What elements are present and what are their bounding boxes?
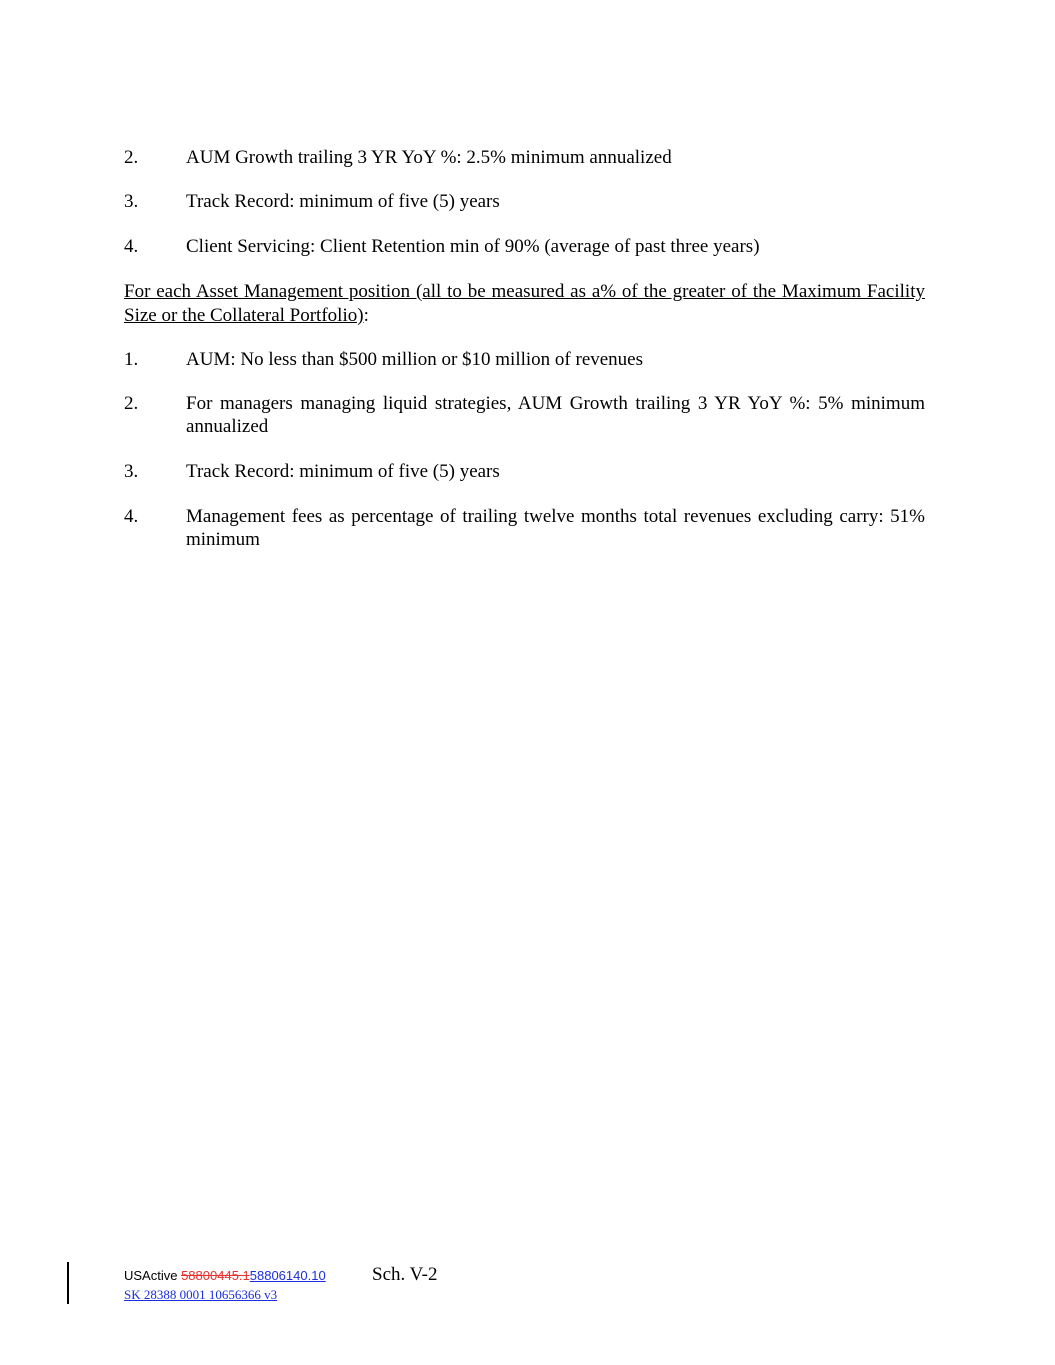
list-item (124, 392, 925, 438)
list-item-number: 4. (124, 506, 139, 527)
list-item-number: 1. (124, 349, 139, 370)
document-reference: SK 28388 0001 10656366 v3 (124, 1287, 278, 1302)
document-id (124, 1268, 326, 1284)
list-item-number: 3. (124, 461, 139, 482)
list-item (124, 348, 925, 371)
list-item (124, 190, 925, 213)
document-id-inserted: 58806140.10 (249, 1268, 326, 1283)
list-item-text: For managers managing liquid strategies, AUM Growth trailing 3 YR YoY %: 5% minimum annualized (186, 393, 925, 437)
list-item (124, 235, 925, 258)
list-item (124, 146, 925, 169)
list-item-text: AUM Growth trailing 3 YR YoY %: 2.5% minimum annualized (186, 147, 672, 168)
list-item-text: Client Servicing: Client Retention min of 90% (average of past three years) (186, 236, 760, 257)
document-id-prefix: USActive (124, 1268, 182, 1283)
list-item (124, 460, 925, 483)
list-item-text: Track Record: minimum of five (5) years (186, 191, 500, 212)
change-bar (67, 1262, 69, 1304)
section-heading-text: For each Asset Management position (all to be measured as a% of the greater of the Maximum Facility Size or the Collateral Portfolio) (124, 281, 925, 326)
list-item-text: AUM: No less than $500 million or $10 million of revenues (186, 349, 644, 370)
list-item-number: 4. (124, 236, 139, 257)
list-item-number: 3. (124, 191, 139, 212)
document-id-deleted: 58800445.1 (181, 1268, 250, 1283)
list-item-number: 2. (124, 147, 139, 168)
list-item-number: 2. (124, 393, 139, 414)
page-number: Sch. V-2 (372, 1264, 438, 1285)
section-heading-colon: : (363, 305, 369, 326)
section-heading (124, 280, 925, 328)
list-item (124, 505, 925, 551)
list-item-text: Track Record: minimum of five (5) years (186, 461, 500, 482)
list-item-text: Management fees as percentage of trailing twelve months total revenues excluding carry: 51% minimum (186, 506, 925, 550)
